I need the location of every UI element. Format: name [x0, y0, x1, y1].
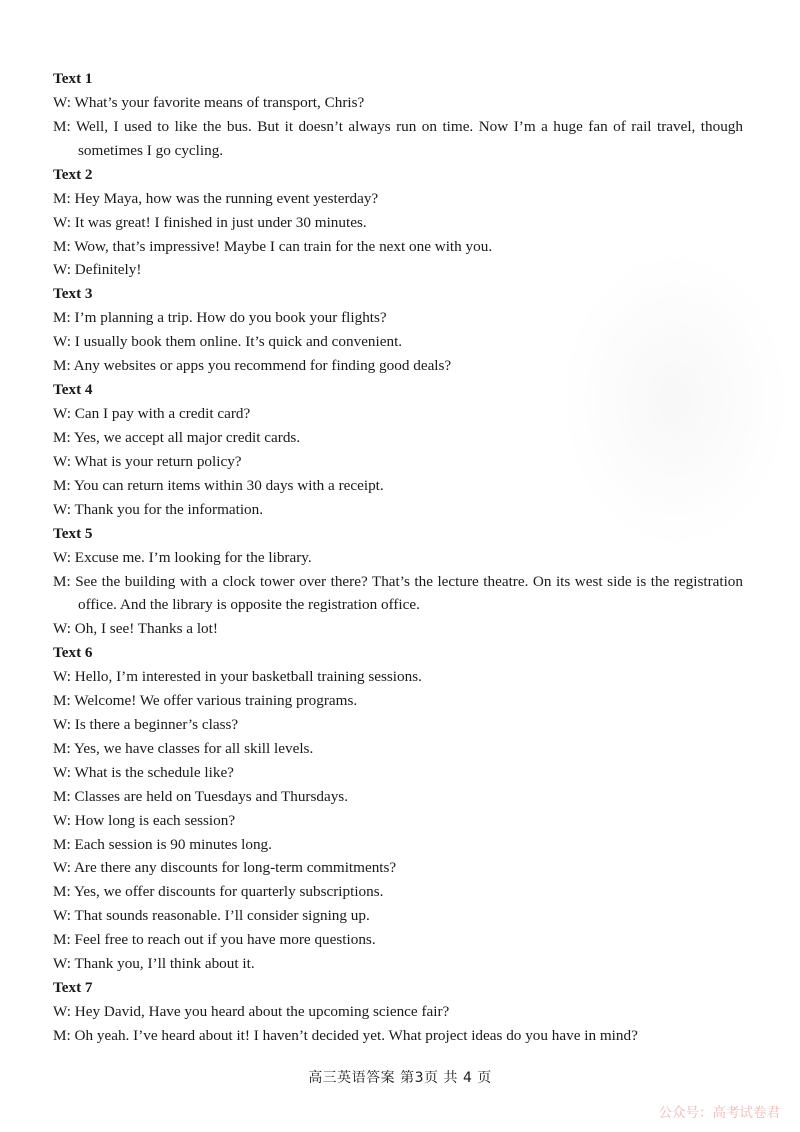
section-heading: Text 7	[53, 979, 93, 996]
dialogue-line: M: You can return items within 30 days with a receipt.	[53, 476, 384, 494]
transcript-body	[53, 67, 743, 1048]
section-heading: Text 3	[53, 285, 93, 303]
dialogue-line: M: See the building with a clock tower over there? That’s the lecture theatre. On its west side is the registration office. And the library is opposite the registration office.	[53, 572, 743, 614]
dialogue-line: W: Thank you, I’ll think about it.	[53, 955, 255, 973]
dialogue-line: W: Is there a beginner’s class?	[53, 716, 239, 734]
dialogue-line: M: Each session is 90 minutes long.	[53, 835, 272, 853]
section-heading: Text 5	[53, 524, 93, 542]
dialogue-line: M: Yes, we accept all major credit cards.	[53, 428, 301, 446]
dialogue-line: M: Wow, that’s impressive! Maybe I can train for the next one with you.	[53, 237, 493, 255]
dialogue-line: W: Thank you for the information.	[53, 500, 264, 518]
dialogue-line: W: It was great! I finished in just under 30 minutes.	[53, 213, 367, 231]
section-heading: Text 1	[53, 70, 93, 87]
dialogue-line: M: I’m planning a trip. How do you book your flights?	[53, 309, 387, 327]
dialogue-line: W: Definitely!	[53, 261, 142, 279]
dialogue-line: W: Can I pay with a credit card?	[53, 405, 251, 423]
dialogue-line: W: That sounds reasonable. I’ll consider signing up.	[53, 907, 370, 925]
dialogue-line: W: Hello, I’m interested in your basketball training sessions.	[53, 668, 422, 686]
dialogue-line: M: Well, I used to like the bus. But it doesn’t always run on time. Now I’m a huge fan of rail travel, though sometimes I go cycling.	[53, 117, 743, 159]
text-section	[53, 378, 743, 522]
text-section	[53, 976, 743, 1048]
section-heading: Text 4	[53, 381, 93, 399]
text-section	[53, 67, 743, 163]
dialogue-line: W: Excuse me. I’m looking for the library.	[53, 548, 312, 566]
text-section	[53, 522, 743, 642]
section-heading: Text 2	[53, 165, 93, 183]
text-section	[53, 641, 743, 976]
page-footer: 高三英语答案 第3页 共 4 页	[308, 1070, 492, 1086]
dialogue-line: M: Welcome! We offer various training programs.	[53, 692, 358, 710]
dialogue-line: W: Hey David, Have you heard about the upcoming science fair?	[53, 1003, 450, 1020]
dialogue-line: M: Classes are held on Tuesdays and Thursdays.	[53, 787, 349, 805]
dialogue-line: W: Oh, I see! Thanks a lot!	[53, 620, 218, 638]
dialogue-line: M: Yes, we have classes for all skill levels.	[53, 739, 314, 757]
watermark-text: 公众号：高考试卷君	[658, 1105, 780, 1121]
section-heading: Text 6	[53, 644, 93, 662]
dialogue-line: W: What is your return policy?	[53, 452, 242, 470]
dialogue-line: W: What’s your favorite means of transport, Chris?	[53, 94, 365, 111]
dialogue-line: M: Any websites or apps you recommend for finding good deals?	[53, 357, 452, 375]
dialogue-line: W: I usually book them online. It’s quick and convenient.	[53, 333, 403, 351]
text-section	[53, 163, 743, 283]
dialogue-line: W: What is the schedule like?	[53, 763, 234, 781]
text-section	[53, 282, 743, 378]
dialogue-line: M: Yes, we offer discounts for quarterly subscriptions.	[53, 883, 384, 901]
dialogue-line: M: Oh yeah. I’ve heard about it! I haven’t decided yet. What project ideas do you have in mind?	[53, 1026, 638, 1044]
dialogue-line: M: Hey Maya, how was the running event yesterday?	[53, 189, 379, 207]
dialogue-line: W: How long is each session?	[53, 811, 236, 829]
dialogue-line: M: Feel free to reach out if you have more questions.	[53, 931, 376, 949]
dialogue-line: W: Are there any discounts for long-term commitments?	[53, 859, 397, 877]
